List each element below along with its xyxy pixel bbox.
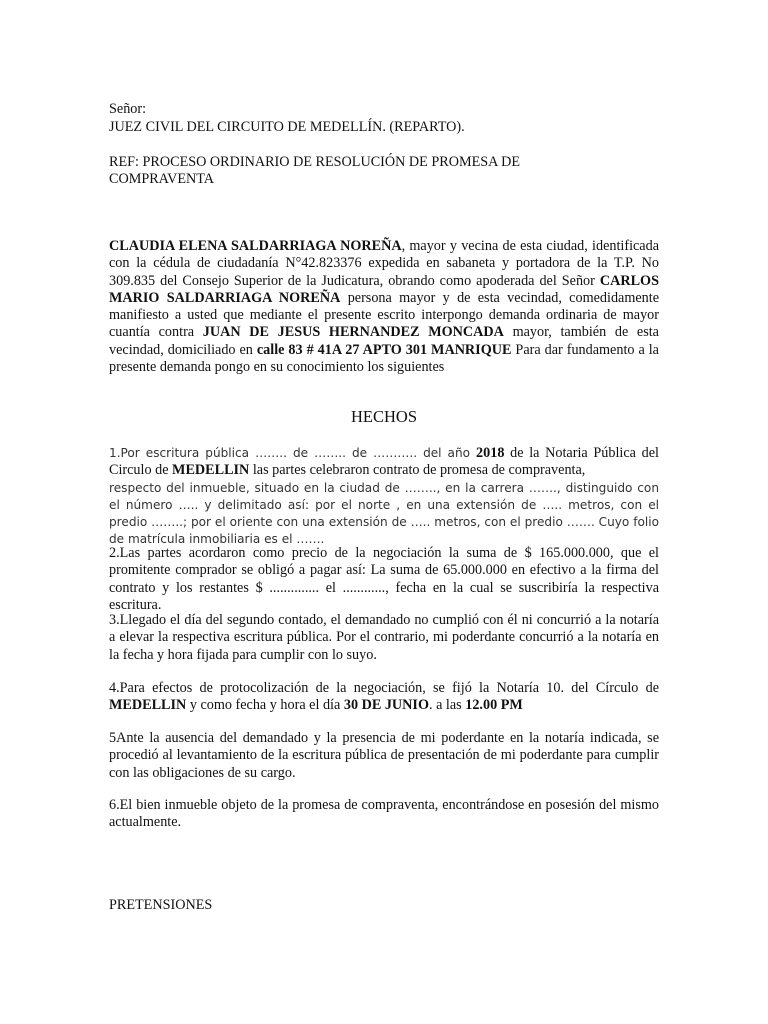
reference	[109, 154, 659, 189]
hechos-heading: HECHOS	[350, 407, 417, 426]
hecho-2: 2.Las partes acordaron como precio de la negociación la suma de $ 165.000.000, que el promitente comprador se obligó a pagar así: La suma de 65.000.000 en efectivo a la firma del contrato y los restantes $ .............. el ............, fecha en la cual se suscribiría la respectiva escritura.	[109, 545, 659, 613]
defendant-address: calle 83 # 41A 27 APTO 301 MANRIQUE	[256, 341, 512, 358]
intro-paragraph	[109, 238, 659, 376]
pretensiones-heading: PRETENSIONES	[109, 897, 213, 913]
hecho-4-text-a: 4.Para efectos de protocolización de la negociación, se fijó la Notaría 10. del Círculo de	[109, 680, 659, 696]
salutation: Señor:	[109, 101, 147, 117]
hecho-1-text-b: de la Notaria Pública del Circulo de	[109, 445, 659, 479]
hecho-1-text-c: las partes celebraron contrato de promesa de compraventa,	[249, 462, 586, 479]
hecho-5: 5Ante la ausencia del demandado y la presencia de mi poderdante en la notaría indicada, se procedió al levantamiento de la escritura pública de presentación de mi poderdante para cumplir con las obligaciones de su cargo.	[109, 730, 659, 781]
hecho-1-text-d: respecto del inmueble, situado en la ciudad de …….., en la carrera ……., distinguido con el número ….. y delimitado así: por el norte , en una extensión de ….. metros, con el predio ……..; por el oriente con una extensión de ….. metros, con el predio ……. Cuyo folio de matrícula inmobiliaria es el …….	[109, 480, 659, 547]
hecho-4	[109, 680, 659, 715]
hecho-1-city: MEDELLIN	[172, 462, 250, 479]
reference-line-1: REF: PROCESO ORDINARIO DE RESOLUCIÓN DE PROMESA DE	[109, 154, 521, 170]
intro-text-2: persona mayor y de esta vecindad, comedidamente manifiesto a usted que mediante el presente escrito interpongo demanda ordinaria de mayor cuantía contra	[109, 289, 659, 341]
defendant-name: JUAN DE JESUS HERNANDEZ MONCADA	[202, 324, 504, 341]
addressee: JUEZ CIVIL DEL CIRCUITO DE MEDELLÍN. (REPARTO).	[109, 119, 465, 135]
hecho-4-time: 12.00 PM	[465, 697, 523, 714]
intro-text-1: , mayor y vecina de esta ciudad, identificada con la cédula de ciudadanía N°42.823376 expedida en sabaneta y portadora de la T.P. No 309.835 del Consejo Superior de la Judicatura, obrando como apoderada del Señor	[109, 238, 659, 289]
attorney-name: CLAUDIA ELENA SALDARRIAGA NOREÑA	[109, 238, 402, 254]
client-name: CARLOS MARIO SALDARRIAGA NOREÑA	[109, 272, 659, 306]
hecho-4-text-b: y como fecha y hora el día	[186, 697, 344, 714]
hecho-1-text-a: 1.Por escritura pública …….. de …….. de ……….. del año	[109, 446, 477, 460]
hecho-1-year: 2018	[476, 445, 505, 461]
hecho-6: 6.El bien inmueble objeto de la promesa de compraventa, encontrándose en posesión del mismo actualmente.	[109, 797, 659, 831]
intro-text-3: mayor, también de esta vecindad, domiciliado en	[109, 324, 659, 358]
intro-text-4: Para dar fundamento a la presente demanda pongo en su conocimiento los siguientes	[109, 341, 659, 376]
hecho-4-text-c: . a las	[428, 697, 466, 714]
reference-line-2: COMPRAVENTA	[109, 171, 215, 188]
hecho-4-date: 30 DE JUNIO	[343, 697, 429, 714]
hecho-4-city: MEDELLIN	[109, 697, 187, 714]
hecho-1	[109, 445, 659, 549]
hecho-3: 3.Llegado el día del segundo contado, el demandado no cumplió con él ni concurrió a la notaría a elevar la respectiva escritura pública. Por el contrario, mi poderdante concurrió a la notaría en la fecha y hora fijada para cumplir con lo suyo.	[109, 612, 659, 663]
